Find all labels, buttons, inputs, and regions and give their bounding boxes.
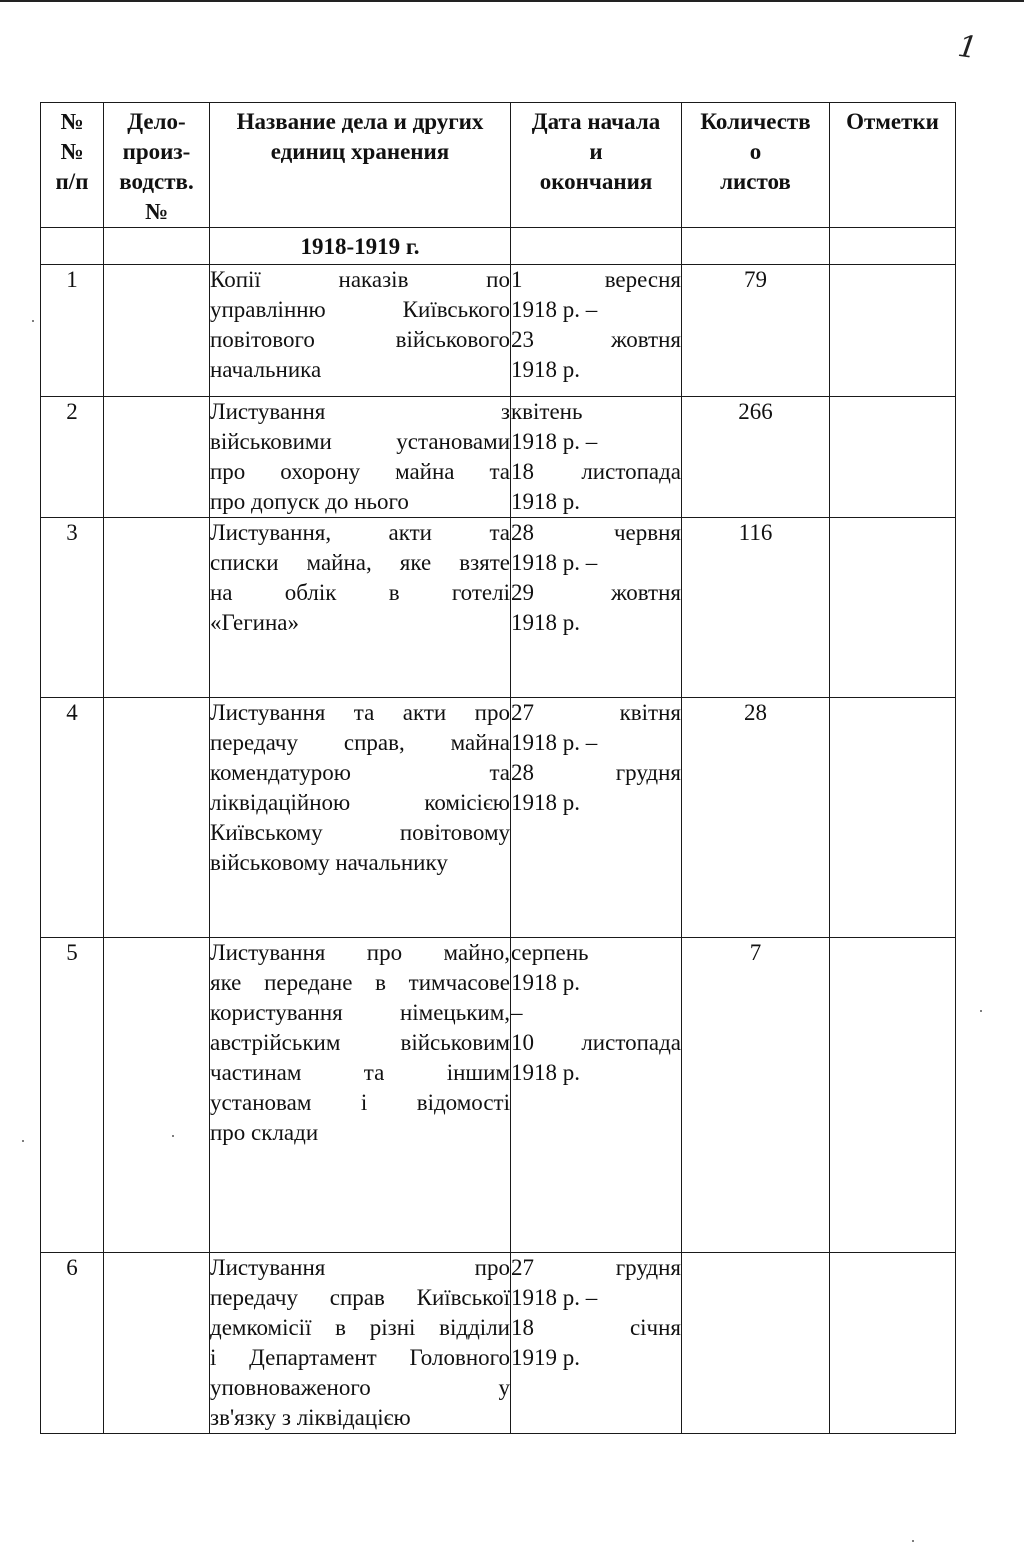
row-date-line: 28 грудня	[511, 760, 681, 785]
row-title-line: демкомісії в різні відділи	[210, 1315, 510, 1340]
header-delo: Дело- произ- водств. №	[104, 103, 210, 228]
row-delo-number	[104, 938, 210, 1253]
period-empty-notes	[830, 228, 956, 265]
scan-speck	[980, 1010, 982, 1012]
row-date-line: 1918 р.	[511, 489, 580, 514]
row-date-line: 1918 р.	[511, 610, 580, 635]
row-title-line: списки майна, яке взяте	[210, 550, 510, 575]
row-title-line: Листування про майно,	[210, 940, 510, 965]
row-delo-number	[104, 698, 210, 938]
row-dates	[511, 518, 682, 698]
row-sheet-count	[682, 1253, 830, 1434]
row-date-line: 1918 р.	[511, 790, 580, 815]
header-sheet-count: Количеств о листов	[682, 103, 830, 228]
table-row	[41, 518, 956, 698]
page-number: 1	[955, 28, 980, 67]
row-title-line: управлінню Київського	[210, 297, 510, 322]
row-title	[210, 1253, 511, 1434]
row-date-line: 1918 р. –	[511, 1285, 598, 1310]
row-date-line: –	[511, 1000, 523, 1025]
row-number: 5	[41, 938, 104, 1253]
header-row	[41, 103, 956, 228]
row-title-line: яке передане в тимчасове	[210, 970, 510, 995]
row-title-line: австрійським військовим	[210, 1030, 510, 1055]
row-notes	[830, 518, 956, 698]
row-title-line: Листування та акти про	[210, 700, 510, 725]
row-date-line: 1918 р. –	[511, 730, 598, 755]
row-notes	[830, 698, 956, 938]
row-notes	[830, 265, 956, 397]
row-title-line: Листування, акти та	[210, 520, 510, 545]
row-date-line: квітень	[511, 399, 583, 424]
row-title	[210, 698, 511, 938]
row-title-line: передачу справ Київської	[210, 1285, 510, 1310]
row-title-line: установам і відомості	[210, 1090, 510, 1115]
row-title-line: про допуск до нього	[210, 489, 409, 514]
row-notes	[830, 938, 956, 1253]
row-dates	[511, 397, 682, 518]
row-date-line: 1919 р.	[511, 1345, 580, 1370]
row-date-line: 18 листопада	[511, 459, 681, 484]
row-delo-number	[104, 397, 210, 518]
period-empty-date	[511, 228, 682, 265]
row-date-line: 27 грудня	[511, 1255, 681, 1280]
row-delo-number	[104, 265, 210, 397]
row-title-line: військовими установами	[210, 429, 510, 454]
header-notes: Отметки	[830, 103, 956, 228]
row-dates	[511, 938, 682, 1253]
row-title-line: ліквідаційною комісією	[210, 790, 510, 815]
row-number: 1	[41, 265, 104, 397]
row-title-line: комендатурою та	[210, 760, 510, 785]
row-title-line: передачу справ, майна	[210, 730, 510, 755]
row-title-line: і Департамент Головного	[210, 1345, 510, 1370]
row-sheet-count: 79	[682, 265, 830, 397]
period-row	[41, 228, 956, 265]
row-date-line: 23 жовтня	[511, 327, 681, 352]
table-row	[41, 938, 956, 1253]
row-title-line: Київському повітовому	[210, 820, 510, 845]
row-dates	[511, 265, 682, 397]
scan-speck	[172, 1135, 174, 1137]
row-date-line: 18 січня	[511, 1315, 681, 1340]
row-date-line: 28 червня	[511, 520, 681, 545]
row-title-line: зв'язку з ліквідацією	[210, 1405, 411, 1430]
row-title-line: частинам та іншим	[210, 1060, 510, 1085]
top-edge-rule	[0, 0, 1024, 2]
row-sheet-count: 266	[682, 397, 830, 518]
row-sheet-count: 28	[682, 698, 830, 938]
row-number: 2	[41, 397, 104, 518]
row-title-line: про склади	[210, 1120, 319, 1145]
row-date-line: 27 квітня	[511, 700, 681, 725]
row-date-line: 1918 р.	[511, 1060, 580, 1085]
row-dates	[511, 1253, 682, 1434]
period-empty-delo	[104, 228, 210, 265]
row-date-line: 1918 р.	[511, 357, 580, 382]
row-date-line: 1918 р.	[511, 970, 580, 995]
row-delo-number	[104, 518, 210, 698]
row-title-line: Листування з	[210, 399, 510, 424]
row-title-line: начальника	[210, 357, 322, 382]
table-row	[41, 1253, 956, 1434]
header-dates: Дата начала и окончания	[511, 103, 682, 228]
period-empty-num	[41, 228, 104, 265]
row-title-line: повітового військового	[210, 327, 510, 352]
row-sheet-count: 7	[682, 938, 830, 1253]
row-date-line: 1918 р. –	[511, 429, 598, 454]
inventory-table	[40, 102, 956, 1434]
row-date-line: 10 листопада	[511, 1030, 681, 1055]
row-title	[210, 265, 511, 397]
row-notes	[830, 1253, 956, 1434]
row-date-line: серпень	[511, 940, 589, 965]
table-row	[41, 397, 956, 518]
row-dates	[511, 698, 682, 938]
row-number: 3	[41, 518, 104, 698]
row-title	[210, 518, 511, 698]
row-title	[210, 938, 511, 1253]
row-date-line: 1 вересня	[511, 267, 681, 292]
row-title-line: військовому начальнику	[210, 850, 448, 875]
scan-speck	[22, 1140, 24, 1142]
row-date-line: 1918 р. –	[511, 297, 598, 322]
header-title: Название дела и других единиц хранения	[210, 103, 511, 228]
row-title-line: «Гегина»	[210, 610, 300, 635]
row-title-line: про охорону майна та	[210, 459, 510, 484]
row-number: 6	[41, 1253, 104, 1434]
row-date-line: 1918 р. –	[511, 550, 598, 575]
table-row	[41, 265, 956, 397]
period-empty-count	[682, 228, 830, 265]
row-title-line: на облік в готелі	[210, 580, 510, 605]
row-title-line: уповноваженого у	[210, 1375, 510, 1400]
row-title	[210, 397, 511, 518]
row-title-line: Копії наказів по	[210, 267, 510, 292]
scan-speck	[32, 320, 34, 322]
row-date-line: 29 жовтня	[511, 580, 681, 605]
header-num: № № п/п	[41, 103, 104, 228]
row-notes	[830, 397, 956, 518]
scan-speck	[912, 1540, 914, 1542]
table-row	[41, 698, 956, 938]
row-sheet-count: 116	[682, 518, 830, 698]
row-title-line: користування німецьким,	[210, 1000, 510, 1025]
row-number: 4	[41, 698, 104, 938]
row-delo-number	[104, 1253, 210, 1434]
period-label: 1918-1919 г.	[210, 228, 511, 265]
row-title-line: Листування про	[210, 1255, 510, 1280]
